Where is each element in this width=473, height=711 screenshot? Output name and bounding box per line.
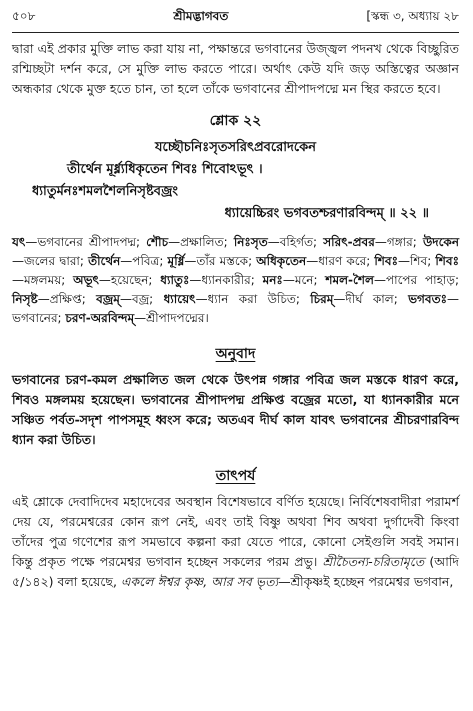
synonym-word: অধিকৃতেন <box>256 254 307 268</box>
synonym-meaning: —তাঁর মস্তকে; <box>184 254 257 268</box>
synonym-meaning: —গঙ্গার; <box>374 235 423 249</box>
translation-text: ভগবানের চরণ-কমল প্রক্ষালিত জল থেকে উৎপন্ন গঙ্গার পবিত্র জল মস্তকে ধারণ করে, শিবও মঙ্গলময় হয়েছেন। ভগবানের শ্রীপাদপদ্ম প্রক্ষিপ্ত বজ্রের মতো, যা ধ্যানকারীর মনে সঞ্চিত পর্বত-সদৃশ পাপসমূহ ধ্বংস করে; অতএব দীর্ঘ কাল যাবৎ ভগবানের শ্রীচরণারবিন্দ ধ্যান করা উচিত। <box>12 372 459 447</box>
synonym-word: যৎ <box>12 235 26 249</box>
synonym-meaning: —ভগবানের; <box>12 292 459 325</box>
synonym-word: নিঃসৃত <box>233 235 268 249</box>
synonym-meaning: —পবিত্র; <box>120 254 168 268</box>
synonym-word: মূর্ধ্নি <box>167 254 185 268</box>
verse-line: তীর্থেন মূর্ধ্ন্যধিকৃতেন শিবঃ শিবোঽভূৎ । <box>67 162 263 177</box>
synonym-meaning: —প্রক্ষালিত; <box>168 235 234 249</box>
verse-line: ধ্যাতুর্মনঃশমলশৈলনিসৃষ্টবজ্রং <box>32 184 179 199</box>
synonym-meaning: —হয়েছেন; <box>98 273 161 287</box>
purport-title: তাৎপর্য <box>215 468 256 484</box>
synonym-meaning: —মনে; <box>282 273 326 287</box>
shloka-title: শ্লোক ২২ <box>209 113 262 129</box>
synonym-meaning: —বজ্র; <box>119 292 164 306</box>
synonym-meaning: —ধ্যানকারীর; <box>189 273 263 287</box>
synonym-word: চরণ-অরবিন্দম্ <box>65 311 135 325</box>
synonym-meaning: —পাপের পাহাড়; <box>373 273 459 287</box>
chapter-reference: [স্কন্ধ ৩, অধ্যায় ২৮ <box>366 9 459 23</box>
synonym-word: সরিৎ-প্রবর <box>323 235 375 249</box>
citation-reference: (আদি ৫/১৪২) বলা হয়েছে, <box>12 554 460 589</box>
synonym-word: তীর্থেন <box>88 254 121 268</box>
synonym-meaning: —মঙ্গলময়; <box>12 273 74 287</box>
synonym-meaning: —শিব; <box>397 254 436 268</box>
synonym-word: উদকেন <box>422 235 459 249</box>
page-header <box>12 8 459 33</box>
synonym-word: শিবঃ <box>435 254 459 268</box>
purport-text <box>12 492 459 592</box>
page-number: ৫০৮ <box>12 9 36 23</box>
quoted-verse: একলে ঈশ্বর কৃষ্ণ, আর সব ভৃত্য <box>120 574 279 589</box>
verse-line: যচ্ছৌচনিঃসৃতসরিৎপ্রবরোদকেন <box>155 140 316 155</box>
book-title: শ্রীমদ্ভাগবত <box>173 9 229 23</box>
synonym-word: শমল-শৈল <box>325 273 374 287</box>
sanskrit-verse <box>12 137 459 225</box>
synonym-word: মনঃ <box>262 273 283 287</box>
synonym-word: চিরম্ <box>310 292 334 306</box>
citation-source: শ্রীচৈতন্য-চরিতামৃতে <box>322 554 425 569</box>
synonym-word: বজ্রম্ <box>96 292 120 306</box>
synonym-meaning: —প্রক্ষিপ্ত; <box>37 292 97 306</box>
verse-line: ধ্যায়েচ্চিরং ভগবতশ্চরণারবিন্দম্ ॥ ২২ ॥ <box>224 206 429 221</box>
synonym-meaning: —বহির্গত; <box>267 235 324 249</box>
synonym-meaning: —দীর্ঘ কাল; <box>333 292 409 306</box>
synonym-word: ভগবতঃ <box>408 292 447 306</box>
translation-title: অনুবাদ <box>215 346 256 362</box>
word-meanings <box>12 233 459 328</box>
intro-paragraph: দ্বারা এই প্রকার মুক্তি লাভ করা যায় না, পক্ষান্তরে ভগবানের উজ্জ্বল পদনখ থেকে বিচ্ছুরিত রশ্মিচ্ছটা দর্শন করে, সে মুক্তি লাভ করতে পারে। অর্থাৎ কেউ যদি জড় অস্তিত্বের অজ্ঞান অন্ধকার থেকে মুক্ত হতে চান, তা হলে তাঁকে ভগবানের শ্রীপাদপদ্মে মন স্থির করতে হবে। <box>12 41 459 96</box>
synonym-meaning: —ধ্যান করা উচিত; <box>195 292 311 306</box>
synonym-word: নিসৃষ্ট <box>12 292 38 306</box>
purport-body: এই শ্লোকে দেবাদিদেব মহাদেবের অবস্থান বিশেষভাবে বর্ণিত হয়েছে। নির্বিশেষবাদীরা পরামর্শ দেয় যে, পরমেশ্বরের কোন রূপ নেই, এবং তাই বিষ্ণু অথবা শিব অথবা দুর্গাদেবী কিংবা তাঁদের পুত্র গণেশের রূপ সমভাবে কল্পনা করা যেতে পারে, কোনো সেইগুলি সবই সমান। কিন্তু প্রকৃত পক্ষে পরমেশ্বর ভগবান হচ্ছেন সকলের পরম প্রভু। <box>12 494 459 569</box>
synonym-word: ধ্যাতুঃ <box>160 273 190 287</box>
synonym-meaning: —জলের দ্বারা; <box>12 254 89 268</box>
purport-continuation: —শ্রীকৃষ্ণই হচ্ছেন পরমেশ্বর ভগবান, <box>278 574 454 589</box>
synonym-meaning: —শ্রীপাদপদ্মের। <box>134 311 209 325</box>
synonym-word: ধ্যায়েৎ <box>163 292 196 306</box>
synonym-word: শৌচ <box>146 235 169 249</box>
synonym-word: অভূৎ <box>73 273 99 287</box>
synonym-meaning: —ধারণ করে; <box>306 254 375 268</box>
synonym-word: শিবঃ <box>374 254 398 268</box>
synonym-meaning: —ভগবানের শ্রীপাদপদ্ম; <box>25 235 147 249</box>
